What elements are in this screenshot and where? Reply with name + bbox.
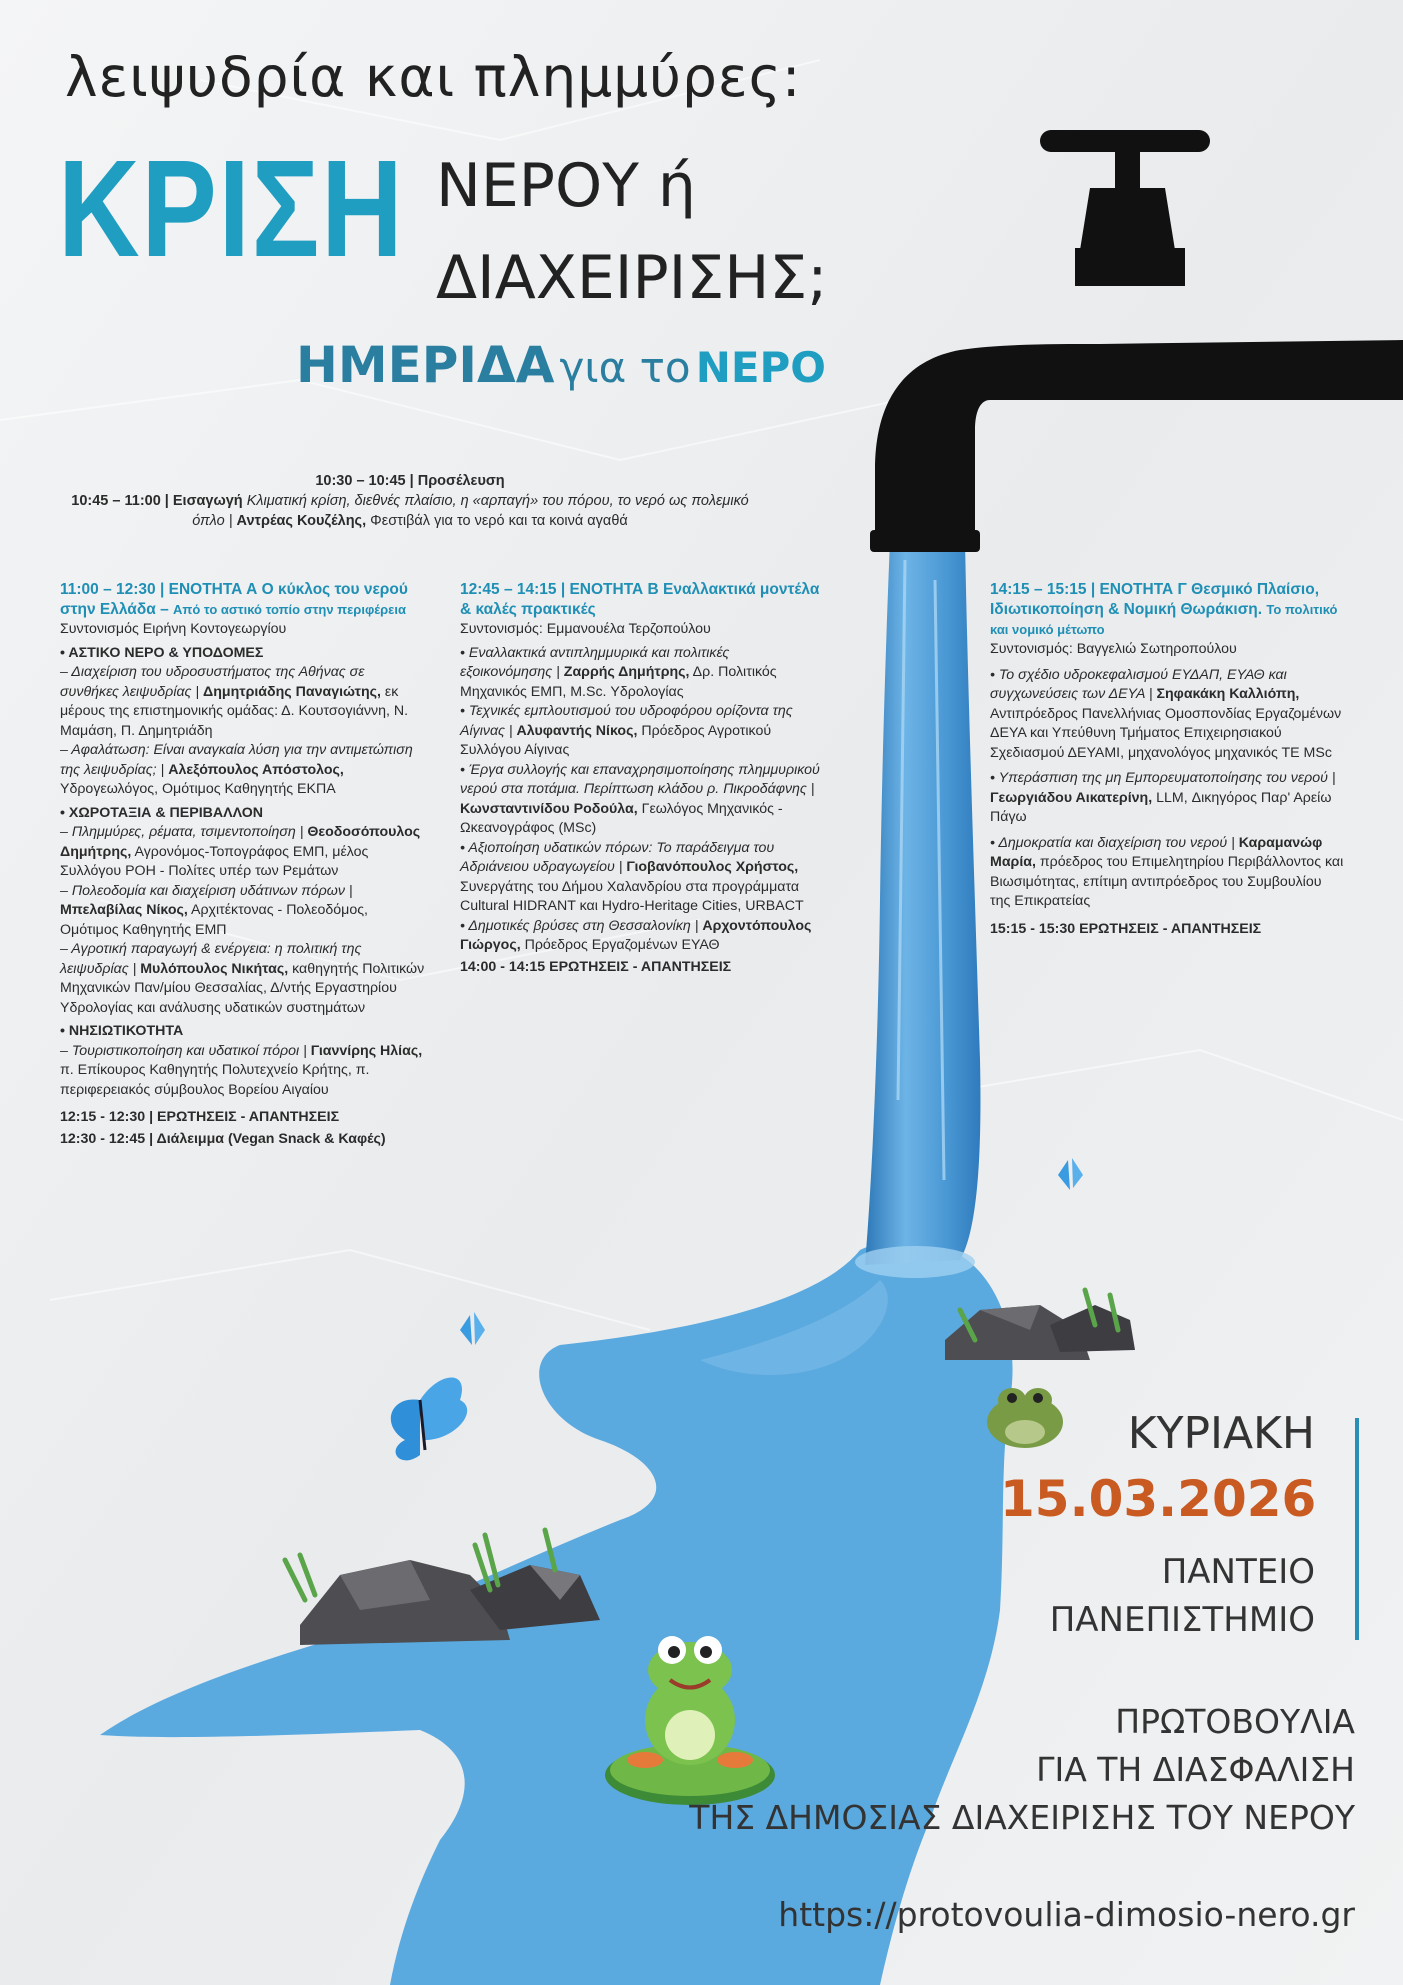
organizer-url-link[interactable]: https://protovoulia-dimosio-nero.gr <box>778 1895 1355 1934</box>
qa-line: 12:15 - 12:30 | ΕΡΩΤΗΣΕΙΣ - ΑΠΑΝΤΗΣΕΙΣ <box>60 1109 340 1125</box>
talk-item: • Έργα συλλογής και επαναχρησιμοποίησης πλημμυρικού νερού στα ποτάμια. Περίπτωση κλάδου ρ. Πικροδάφνης | Κωνσταντινίδου Ροδούλα, Γεωλόγος Μηχανικός - Ωκεανογράφος (MSc) <box>460 761 820 836</box>
session-c <box>990 580 1345 939</box>
intro-line: 10:45 – 11:00 | Εισαγωγή Κλιματική κρίση, διεθνές πλαίσιο, η «αρπαγή» του πόρου, το νερό ως πολεμικό όπλο | Αντρέας Κουζέλης, Φεστιβάλ για το νερό και τα κοινά αγαθά <box>71 493 749 529</box>
title-line-2: ΝΕΡΟΥ ή <box>436 151 696 221</box>
title-krisi: ΚΡΙΣΗ <box>58 132 405 286</box>
event-venue-line-2: ΠΑΝΕΠΙΣΤΗΜΙΟ <box>1049 1600 1315 1640</box>
talk-item: • Δημοτικές βρύσες στη Θεσσαλονίκη | Αρχοντόπουλος Γιώργος, Πρόεδρος Εργαζομένων ΕΥΑΘ <box>460 917 812 953</box>
talk-item: – Τουριστικοποίηση και υδατικοί πόροι | Γιανvίρης Ηλίας, π. Επίκουρος Καθηγητής Πολυτεχνείο Κρήτης, π. περιφερειακός σύμβουλος Βορείου Αιγαίου <box>60 1042 423 1098</box>
qa-line: 14:00 - 14:15 ΕΡΩΤΗΣΕΙΣ - ΑΠΑΝΤΗΣΕΙΣ <box>460 958 732 975</box>
event-type-title <box>296 336 827 394</box>
talk-item: • Δημοκρατία και διαχείριση του νερού | Καραμανώφ Μαρία, πρόεδρος του Επιμελητηρίου Περιβάλλοντος και Βιωσιμότητας, επίτιμη αντιπρόεδρος του Συμβουλίου της Επικρατείας <box>990 834 1344 909</box>
talk-item: • Υπεράσπιση της μη Εμπορευματοποίησης του νερού | Γεωργιάδου Αικατερίνη, LLM, Δικηγόρος Παρ' Αρείω Πάγω <box>990 770 1336 825</box>
section-heading: • ΝΗΣΙΩΤΙΚΟΤΗΤΑ <box>60 1023 184 1039</box>
arrival-line: 10:30 – 10:45 | Προσέλευση <box>315 473 505 489</box>
event-day: ΚΥΡΙΑΚΗ <box>1127 1408 1315 1459</box>
session-c-coordinator: Συντονισμός: Βαγγελιώ Σωτηροπούλου <box>990 641 1237 657</box>
talk-item: • Αξιοποίηση υδατικών πόρων: Το παράδειγμα του Αδριάνειου υδραγωγείου | Γιοβανόπουλος Χρήστος, Συνεργάτης του Δήμου Χαλανδρίου στα προγράμματα Cultural HIDRANT και Hydro-Heritage Cities, URBACT <box>460 839 804 914</box>
event-venue-line-1: ΠΑΝΤΕΙΟ <box>1161 1552 1315 1592</box>
talk-item: – Αφαλάτωση: Είναι αναγκαία λύση για την αντιμετώπιση της λειψυδρίας; | Αλεξόπουλος Απόστολος, Υδρογεωλόγος, Ομότιμος Καθηγητής ΕΚΠΑ <box>60 742 413 797</box>
subtitle-line: λειψυδρία και πλημμύρες: <box>65 45 802 109</box>
session-a-coordinator: Συντονισμός Ειρήνη Κοντογεωργίου <box>60 621 287 637</box>
gia-to-word: για το <box>559 343 691 392</box>
session-a <box>60 580 425 1149</box>
talk-item: – Διαχείριση του υδροσυστήματος της Αθήνας σε συνθήκες λειψυδρίας | Δημητριάδης Παναγιώτης, εκ μέρους της επιστημονικής ομάδας: Δ. Κουτσογιάννη, Ν. Μαμάση, Π. Δημητριάδη <box>60 664 409 739</box>
session-b-heading: 12:45 – 14:15 | ΕΝΟΤΗΤΑ Β Εναλλακτικά μοντέλα & καλές πρακτικές <box>460 581 820 618</box>
intro-schedule <box>60 471 760 531</box>
talk-item: • Εναλλακτικά αντιπλημμυρικά και πολιτικές εξοικονόμησης | Ζαρρής Δημήτρης, Δρ. Πολιτικός Μηχανικός ΕΜΠ, M.Sc. Υδρολογίας <box>460 644 777 700</box>
talk-item: • Το σχέδιο υδροκεφαλισμού ΕΥΔΑΠ, ΕΥΑΘ και συγχωνεύσεις των ΔΕΥΑ | Σηφακάκη Καλλιόπη, Αντιπρόεδρος Πανελλήνιας Ομοσπονδίας Εργαζομένων ΔΕΥΑ και Υπεύθυνη Τμήματος Επιχειρησιακού Σχεδιασμού ΔΕΥΑΜΙ, μηχανολόγος μηχανικός ΤΕ MSc <box>990 666 1342 761</box>
break-line: 12:30 - 12:45 | Διάλειμμα (Vegan Snack & Καφές) <box>60 1130 386 1147</box>
talk-item: – Αγροτική παραγωγή & ενέργεια: η πολιτική της λειψυδρίας | Μυλόπουλος Νικήτας, καθηγητής Πολιτικών Μηχανικών Παν/μίου Θεσσαλίας, Δ/ντής Εργαστηρίου Υδρολογίας και ανάλυσης υδατικών συστημάτων <box>60 941 425 1016</box>
talk-item: • Τεχνικές εμπλουτισμού του υδροφόρου ορίζοντα της Αίγινας | Αλυφαντής Νίκος, Πρόεδρος Αγροτικού Συλλόγου Αίγινας <box>460 703 793 758</box>
session-a-heading: 11:00 – 12:30 | ΕΝΟΤΗΤΑ Α Ο κύκλος του νερού στην Ελλάδα – Από το αστικό τοπίο στην περιφέρεια <box>60 581 408 618</box>
nero-word: ΝΕΡΟ <box>695 343 827 392</box>
hmerida-word: ΗΜΕΡΙΔΑ <box>296 336 555 394</box>
event-date: 15.03.2026 <box>1000 1470 1317 1528</box>
talk-item: – Πλημμύρες, ρέματα, τσιμεντοποίηση | Θεοδοσόπουλος Δημήτρης, Αγρονόμος-Τοπογράφος ΕΜΠ, μέλος Συλλόγου ΡΟΗ - Πολίτες υπέρ των Ρεμάτων <box>60 824 421 879</box>
talk-item: – Πολεοδομία και διαχείριση υδάτινων πόρων | Μπελαβίλας Νίκος, Αρχιτέκτονας - Πολεοδόμος, Ομότιμος Καθηγητής ΕΜΠ <box>60 882 368 938</box>
section-heading: • ΑΣΤΙΚΟ ΝΕΡΟ & ΥΠΟΔΟΜΕΣ <box>60 644 264 661</box>
organizer-line-1: ΠΡΩΤΟΒΟΥΛΙΑ <box>1115 1702 1355 1741</box>
qa-line: 15:15 - 15:30 ΕΡΩΤΗΣΕΙΣ - ΑΠΑΝΤΗΣΕΙΣ <box>990 920 1262 937</box>
session-b-coordinator: Συντονισμός: Εμμανουέλα Τερζοπούλου <box>460 621 711 637</box>
title-line-3: ΔΙΑΧΕΙΡΙΣΗΣ; <box>436 243 828 313</box>
session-c-heading: 14:15 – 15:15 | ΕΝΟΤΗΤΑ Γ Θεσμικό Πλαίσιο, Ιδιωτικοποίηση & Νομική Θωράκιση. Το πολιτικό και νομικό μέτωπο <box>990 581 1338 637</box>
organizer-line-3: ΤΗΣ ΔΗΜΟΣΙΑΣ ΔΙΑΧΕΙΡΙΣΗΣ ΤΟΥ ΝΕΡΟΥ <box>689 1798 1355 1837</box>
section-heading: • ΧΩΡΟΤΑΞΙΑ & ΠΕΡΙΒΑΛΛΟΝ <box>60 804 263 821</box>
organizer-line-2: ΓΙΑ ΤΗ ΔΙΑΣΦΑΛΙΣΗ <box>1036 1750 1355 1789</box>
accent-divider <box>1355 1418 1359 1640</box>
session-b <box>460 580 825 977</box>
